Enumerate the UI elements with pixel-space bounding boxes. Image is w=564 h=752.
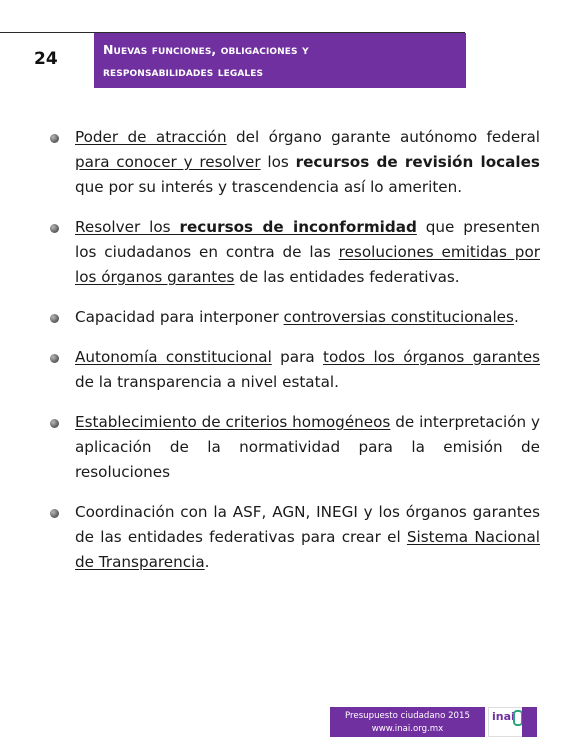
bullet-dot-icon (50, 224, 59, 233)
bullet-text-segment: . (204, 553, 210, 571)
bullet-text-segment: que por su interés y trascendencia así lo ameriten. (75, 178, 463, 196)
inai-logo-text: inai (492, 710, 515, 723)
bullet-text-segment: todos los órganos garantes (323, 348, 540, 366)
bullet-dot-icon (50, 314, 59, 323)
bullet-dot-icon (50, 419, 59, 428)
bullet-text-segment: los (260, 153, 296, 171)
section-header-banner (94, 33, 466, 88)
bullet-item (50, 410, 540, 485)
bullet-text-segment: recursos de revisión locales (295, 153, 540, 171)
bullet-text-segment: Establecimiento de criterios homogéneos (75, 413, 391, 431)
inai-logo (488, 707, 526, 737)
bullet-item (50, 305, 540, 330)
bullet-text-segment: de interpretación y aplicación de la normatividad para la emisión de resoluciones (75, 413, 540, 481)
bullet-text-segment: Resolver los (75, 218, 180, 236)
bullet-text-segment: Capacidad para interponer (75, 308, 284, 326)
page-number: 24 (34, 49, 58, 69)
footer-box (330, 707, 485, 737)
bullet-item (50, 345, 540, 395)
bullet-text-segment: resoluciones emitidas por los órganos garantes (75, 243, 540, 286)
bullet-text-segment: . (513, 308, 519, 326)
footer-website-link[interactable]: www.inai.org.mx (371, 724, 444, 734)
bullet-item (50, 125, 540, 200)
section-title-line-2: responsabilidades legales (103, 64, 264, 79)
section-title-line-1: Nuevas funciones, obligaciones y (103, 42, 309, 57)
bullet-text-segment: de la transparencia a nivel estatal. (75, 373, 339, 391)
bullet-text-segment: para conocer y resolver (75, 153, 261, 171)
bullet-text-segment: Autonomía constitucional (75, 348, 272, 366)
bullet-text-segment: para (271, 348, 324, 366)
bullet-text-segment: del órgano garante autónomo federal (226, 128, 541, 146)
footer-accent-bar (522, 707, 537, 737)
bullet-text-segment: Poder de atracción (75, 128, 227, 146)
bullet-dot-icon (50, 354, 59, 363)
footer-budget-label: Presupuesto ciudadano 2015 (345, 711, 470, 721)
bullet-dot-icon (50, 509, 59, 518)
bullet-text-segment: que presenten los ciudadanos en contra de las (75, 218, 540, 261)
bullet-text-segment: controversias constitucionales (283, 308, 514, 326)
bullet-text-segment: Sistema Nacional de Transparencia (75, 528, 540, 571)
bullet-text-segment: Coordinación con la ASF, AGN, INEGI y los órganos garantes de las entidades federativas para crear el (75, 503, 540, 546)
bullet-list (50, 125, 540, 590)
bullet-text-segment: recursos de inconformidad (179, 218, 417, 236)
bullet-text-segment: de las entidades federativas. (234, 268, 460, 286)
bullet-item (50, 215, 540, 290)
bullet-item (50, 500, 540, 575)
bullet-dot-icon (50, 134, 59, 143)
